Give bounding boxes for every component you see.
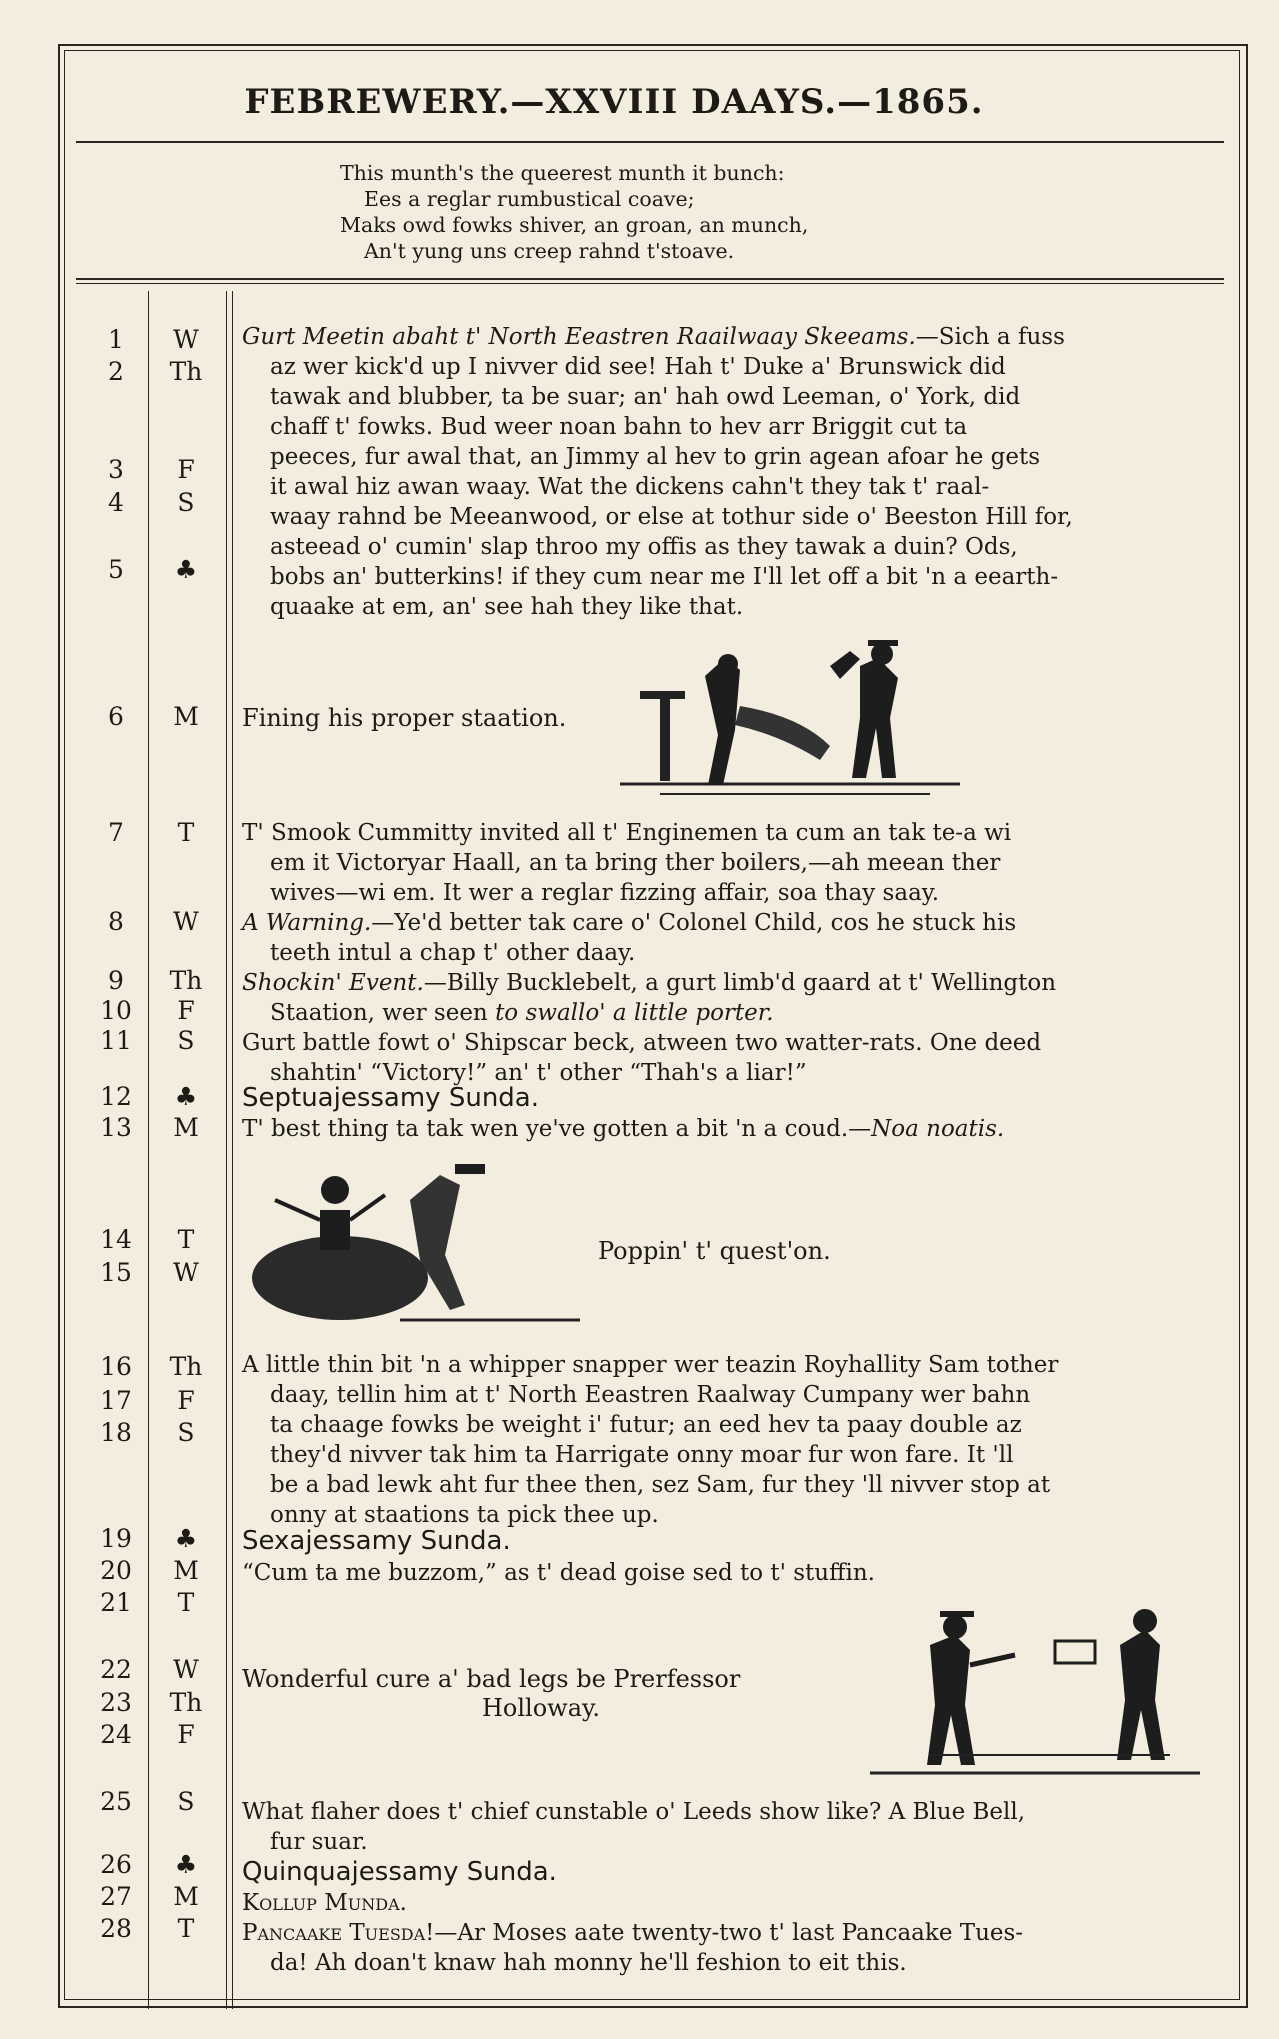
- entry-line: em it Victoryar Haall, an ta bring ther boilers,—ah meean ther: [270, 850, 1001, 876]
- entry-line: quaake at em, an' see hah they like that.: [270, 594, 744, 620]
- sunday-heading: Sexajessamy Sunda.: [242, 1526, 511, 1556]
- entry-emphasis: to swallo' a little porter.: [495, 1000, 774, 1026]
- caption-poppin: Poppin' t' quest'on.: [598, 1237, 831, 1265]
- weekday: Th: [169, 1352, 203, 1381]
- weekday: F: [177, 455, 195, 484]
- sunday-heading: Quinquajessamy Sunda.: [242, 1857, 557, 1887]
- verse-rule: [76, 278, 1224, 280]
- caption-holloway-2: Holloway.: [482, 1694, 601, 1722]
- sunday-heading: Septuajessamy Sunda.: [242, 1083, 539, 1113]
- column-divider: [148, 291, 149, 2009]
- weekday: ♣: [174, 1082, 198, 1111]
- day-number: 17: [100, 1386, 132, 1415]
- day-number: 7: [108, 818, 124, 847]
- entry-line: be a bad lewk aht fur thee then, sez Sam, fur they 'll nivver stop at: [270, 1472, 1051, 1498]
- weekday: F: [177, 1720, 195, 1749]
- day-number: 19: [100, 1524, 132, 1553]
- weekday: S: [177, 1418, 195, 1447]
- entry-coud: [242, 1114, 1210, 1144]
- weekday: M: [173, 1113, 199, 1142]
- column-divider: [226, 291, 227, 2009]
- weekday: S: [177, 488, 195, 517]
- entry-heading: A Warning.: [242, 910, 372, 936]
- day-number: 16: [100, 1352, 132, 1381]
- entry-line: wives—wi em. It wer a reglar fizzing affair, soa thay saay.: [270, 880, 940, 906]
- column-divider: [232, 291, 233, 2009]
- weekday: ♣: [174, 555, 198, 584]
- entry-text: —Ar Moses aate twenty-two t' last Pancaake Tues-: [434, 1920, 1024, 1946]
- caption-fining: Fining his proper staation.: [242, 704, 567, 732]
- entry-line: peeces, fur awal that, an Jimmy al hev to grin agean afoar he gets: [270, 444, 1041, 470]
- day-number: 4: [108, 488, 124, 517]
- day-number: 3: [108, 455, 124, 484]
- weekday: W: [173, 1258, 199, 1287]
- weekday: ♣: [174, 1850, 198, 1879]
- weekday: Th: [169, 1688, 203, 1717]
- day-number: 13: [100, 1113, 132, 1142]
- verse: [340, 160, 808, 264]
- entry-line: teeth intul a chap t' other daay.: [270, 940, 636, 966]
- weekday: F: [177, 996, 195, 1025]
- day-number: 21: [100, 1588, 132, 1617]
- entry-line: T' Smook Cummitty invited all t' Enginemen ta cum an tak te-a wi: [242, 820, 1012, 846]
- title-rule: [76, 141, 1224, 143]
- entry-line: chaff t' fowks. Bud weer noan bahn to hev arr Briggit cut ta: [270, 414, 968, 440]
- verse-rule-2: [76, 283, 1224, 284]
- day-number: 1: [108, 325, 124, 354]
- day-number: 28: [100, 1914, 132, 1943]
- woodcut-holloway-cure: [870, 1605, 1210, 1785]
- weekday: M: [173, 1882, 199, 1911]
- entry-line: it awal hiz awan waay. Wat the dickens cahn't they tak t' raal-: [270, 474, 990, 500]
- day-number: 20: [100, 1556, 132, 1585]
- entry-line: daay, tellin him at t' North Eeastren Raalway Cumpany wer bahn: [270, 1382, 1031, 1408]
- weekday: Th: [169, 966, 203, 995]
- day-number: 11: [100, 1026, 132, 1055]
- entry-line: fur suar.: [270, 1829, 368, 1855]
- weekday: Th: [169, 357, 203, 386]
- day-number: 26: [100, 1850, 132, 1879]
- weekday: ♣: [174, 1524, 198, 1553]
- weekday: W: [173, 325, 199, 354]
- weekday: T: [177, 1914, 195, 1943]
- entry-blue-bell: [242, 1797, 1210, 1857]
- verse-line: An't yung uns creep rahnd t'stoave.: [364, 239, 735, 263]
- entry-line: they'd nivver tak him ta Harrigate onny moar fur won fare. It 'll: [270, 1442, 1014, 1468]
- entry-emphasis: —Noa noatis.: [848, 1116, 1005, 1142]
- day-number: 27: [100, 1882, 132, 1911]
- entry-text: —Ye'd better tak care o' Colonel Child, cos he stuck his: [371, 910, 1017, 936]
- day-number: 24: [100, 1720, 132, 1749]
- day-number: 23: [100, 1688, 132, 1717]
- day-number: 25: [100, 1787, 132, 1816]
- entry-line: bobs an' butterkins! if they cum near me I'll let off a bit 'n a eearth-: [270, 564, 1059, 590]
- woodcut-fighting-figures: [620, 636, 970, 806]
- day-number: 5: [108, 555, 124, 584]
- weekday: T: [177, 1588, 195, 1617]
- entry-smook-cummitty: [242, 818, 1210, 1088]
- entry-line: az wer kick'd up I nivver did see! Hah t' Duke a' Brunswick did: [270, 354, 1006, 380]
- day-number: 8: [108, 907, 124, 936]
- entry-text: —Billy Bucklebelt, a gurt limb'd gaard at t' Wellington: [423, 970, 1057, 996]
- entry-text: T' best thing ta tak wen ye've gotten a bit 'n a coud.: [242, 1116, 849, 1142]
- weekday: S: [177, 1026, 195, 1055]
- weekday: T: [177, 1225, 195, 1254]
- day-number: 22: [100, 1655, 132, 1684]
- weekday: W: [173, 907, 199, 936]
- entry-text: —Sich a fuss: [915, 324, 1065, 350]
- woodcut-proposal: [250, 1160, 590, 1330]
- entry-line: tawak and blubber, ta be suar; an' hah owd Leeman, o' York, did: [270, 384, 1021, 410]
- day-number: 15: [100, 1258, 132, 1287]
- day-number: 12: [100, 1082, 132, 1111]
- entry-line: ta chaage fowks be weight i' futur; an eed hev ta paay double az: [270, 1412, 1022, 1438]
- day-number: 18: [100, 1418, 132, 1447]
- entry-pancaake: [242, 1918, 1210, 1978]
- page-title: FEBREWERY.—XXVIII DAAYS.—1865.: [244, 82, 984, 122]
- weekday: T: [177, 818, 195, 847]
- day-number: 6: [108, 702, 124, 731]
- entry-line: onny at staations ta pick thee up.: [270, 1502, 659, 1528]
- weekday: W: [173, 1655, 199, 1684]
- entry-text: Staation, wer seen: [270, 1000, 496, 1026]
- entry-heading: Shockin' Event.: [242, 970, 424, 996]
- verse-line: Maks owd fowks shiver, an groan, an munch,: [340, 213, 809, 237]
- day-number: 14: [100, 1225, 132, 1254]
- entry-kollup-munda: [242, 1888, 1210, 1918]
- entry-railway-meeting: [242, 322, 1210, 622]
- entry-line: What flaher does t' chief cunstable o' Leeds show like? A Blue Bell,: [242, 1799, 1026, 1825]
- entry-line: Gurt battle fowt o' Shipscar beck, atween two watter-rats. One deed: [242, 1030, 1042, 1056]
- day-number: 10: [100, 996, 132, 1025]
- day-number: 9: [108, 966, 124, 995]
- verse-line: This munth's the queerest munth it bunch:: [340, 161, 785, 185]
- entry-whipper-snapper: [242, 1350, 1210, 1530]
- entry-buzzom: [242, 1558, 1210, 1588]
- entry-line: shahtin' “Victory!” an' t' other “Thah's a liar!”: [270, 1060, 807, 1086]
- entry-line: waay rahnd be Meeanwood, or else at tothur side o' Beeston Hill for,: [270, 504, 1073, 530]
- entry-line: A little thin bit 'n a whipper snapper wer teazin Royhallity Sam tother: [242, 1352, 1059, 1378]
- entry-line: “Cum ta me buzzom,” as t' dead goise sed to t' stuffin.: [242, 1560, 875, 1586]
- entry-line: da! Ah doan't knaw hah monny he'll feshion to eit this.: [270, 1950, 907, 1976]
- weekday: M: [173, 1556, 199, 1585]
- day-number: 2: [108, 357, 124, 386]
- entry-line: asteead o' cumin' slap throo my offis as they tawak a duin? Ods,: [270, 534, 1018, 560]
- caption-holloway: Wonderful cure a' bad legs be Prerfessor: [242, 1665, 741, 1693]
- weekday: F: [177, 1386, 195, 1415]
- entry-line: Kollup Munda.: [242, 1890, 407, 1916]
- entry-heading: Pancaake Tuesda!: [242, 1920, 435, 1946]
- weekday: S: [177, 1787, 195, 1816]
- verse-line: Ees a reglar rumbustical coave;: [364, 187, 695, 211]
- entry-heading: Gurt Meetin abaht t' North Eeastren Raailwaay Skeeams.: [242, 324, 916, 350]
- weekday: M: [173, 702, 199, 731]
